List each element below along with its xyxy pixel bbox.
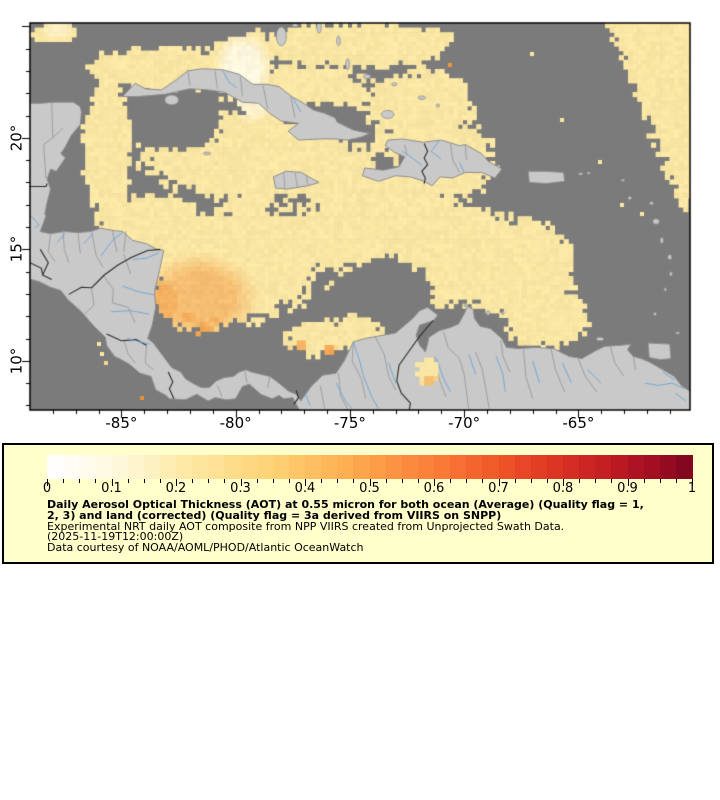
caption-bold-line-1: Daily Aerosol Optical Thickness (AOT) at 0.55 micron for both ocean (Average) (Quality flag = 1,: [47, 498, 644, 511]
colorbar-segment: [208, 455, 225, 479]
colorbar-tick-label: 0.1: [101, 481, 122, 496]
colorbar-segment: [434, 455, 451, 479]
colorbar-tick: [531, 479, 532, 483]
colorbar-tick-label: 0.2: [165, 481, 187, 496]
colorbar-segment: [563, 455, 580, 479]
colorbar-segment: [595, 455, 612, 479]
colorbar-tick-label: 0.5: [359, 481, 380, 496]
x-axis-tick-label: -75°: [333, 414, 366, 432]
colorbar-segment: [305, 455, 322, 479]
colorbar-segment: [128, 455, 145, 479]
colorbar-segment: [660, 455, 677, 479]
colorbar-segment: [160, 455, 177, 479]
colorbar-segment: [257, 455, 274, 479]
colorbar-tick-label: 0.7: [488, 481, 509, 496]
colorbar-segment: [144, 455, 161, 479]
colorbar-tick-label: 0: [42, 481, 52, 496]
x-axis-tick-label: -85°: [105, 414, 138, 432]
colorbar-segment: [644, 455, 661, 479]
colorbar-segment: [321, 455, 338, 479]
legend-caption: [47, 500, 707, 554]
colorbar-tick: [144, 479, 145, 483]
caption-line-3: Data courtesy of NOAA/AOML/PHOD/Atlantic OceanWatch: [47, 541, 364, 555]
colorbar-tick-label: 0.3: [230, 481, 251, 496]
x-axis-tick-label: -65°: [562, 414, 595, 432]
colorbar-segment: [547, 455, 564, 479]
colorbar-segment: [95, 455, 112, 479]
colorbar-segment: [482, 455, 499, 479]
colorbar-tick-label: 1: [687, 481, 697, 496]
y-axis-tick-label: 10°: [7, 347, 25, 375]
x-axis-tick-label: -70°: [448, 414, 481, 432]
colorbar-segment: [450, 455, 467, 479]
colorbar-segment: [63, 455, 80, 479]
colorbar-tick: [595, 479, 596, 483]
colorbar-segment: [79, 455, 96, 479]
colorbar-segment: [112, 455, 129, 479]
colorbar-segment: [466, 455, 483, 479]
colorbar-segment: [47, 455, 64, 479]
colorbar-segment: [273, 455, 290, 479]
colorbar-segment: [353, 455, 370, 479]
x-axis-tick-label: -80°: [219, 414, 252, 432]
colorbar-tick-label: 0.4: [294, 481, 316, 496]
colorbar-segment: [499, 455, 516, 479]
colorbar-segment: [611, 455, 628, 479]
colorbar-segment: [192, 455, 209, 479]
colorbar-segment: [418, 455, 435, 479]
colorbar-tick: [79, 479, 80, 483]
y-axis-tick-label: 15°: [7, 236, 25, 263]
colorbar-segment: [676, 455, 693, 479]
colorbar-segment: [515, 455, 532, 479]
colorbar-segment: [628, 455, 645, 479]
colorbar-tick: [273, 479, 274, 483]
y-axis-tick-label: 20°: [7, 124, 25, 152]
colorbar-segment: [579, 455, 596, 479]
colorbar-tick-label: 0.8: [552, 481, 574, 496]
colorbar-tick: [466, 479, 467, 483]
colorbar-tick: [660, 479, 661, 483]
legend-panel: [2, 443, 714, 564]
colorbar-tick: [402, 479, 403, 483]
colorbar-segment: [224, 455, 241, 479]
colorbar-segment: [289, 455, 306, 479]
colorbar-segment: [370, 455, 387, 479]
colorbar-segment: [241, 455, 258, 479]
colorbar-segment: [531, 455, 548, 479]
caption-bold-line-2: 2, 3) and land (corrected) (Quality flag = 3a derived from VIIRS on SNPP): [47, 508, 502, 522]
colorbar-segment: [337, 455, 354, 479]
colorbar-tick-label: 0.6: [423, 481, 445, 496]
colorbar-segment: [386, 455, 403, 479]
colorbar-segment: [176, 455, 193, 479]
colorbar-tick: [208, 479, 209, 483]
caption-line-2: (2025-11-19T12:00:00Z): [47, 530, 184, 544]
caption-line-1: Experimental NRT daily AOT composite from NPP VIIRS created from Unprojected Swath Data.: [47, 519, 565, 533]
colorbar-tick-label: 0.9: [617, 481, 638, 496]
colorbar-tick: [337, 479, 338, 483]
colorbar-segment: [402, 455, 419, 479]
